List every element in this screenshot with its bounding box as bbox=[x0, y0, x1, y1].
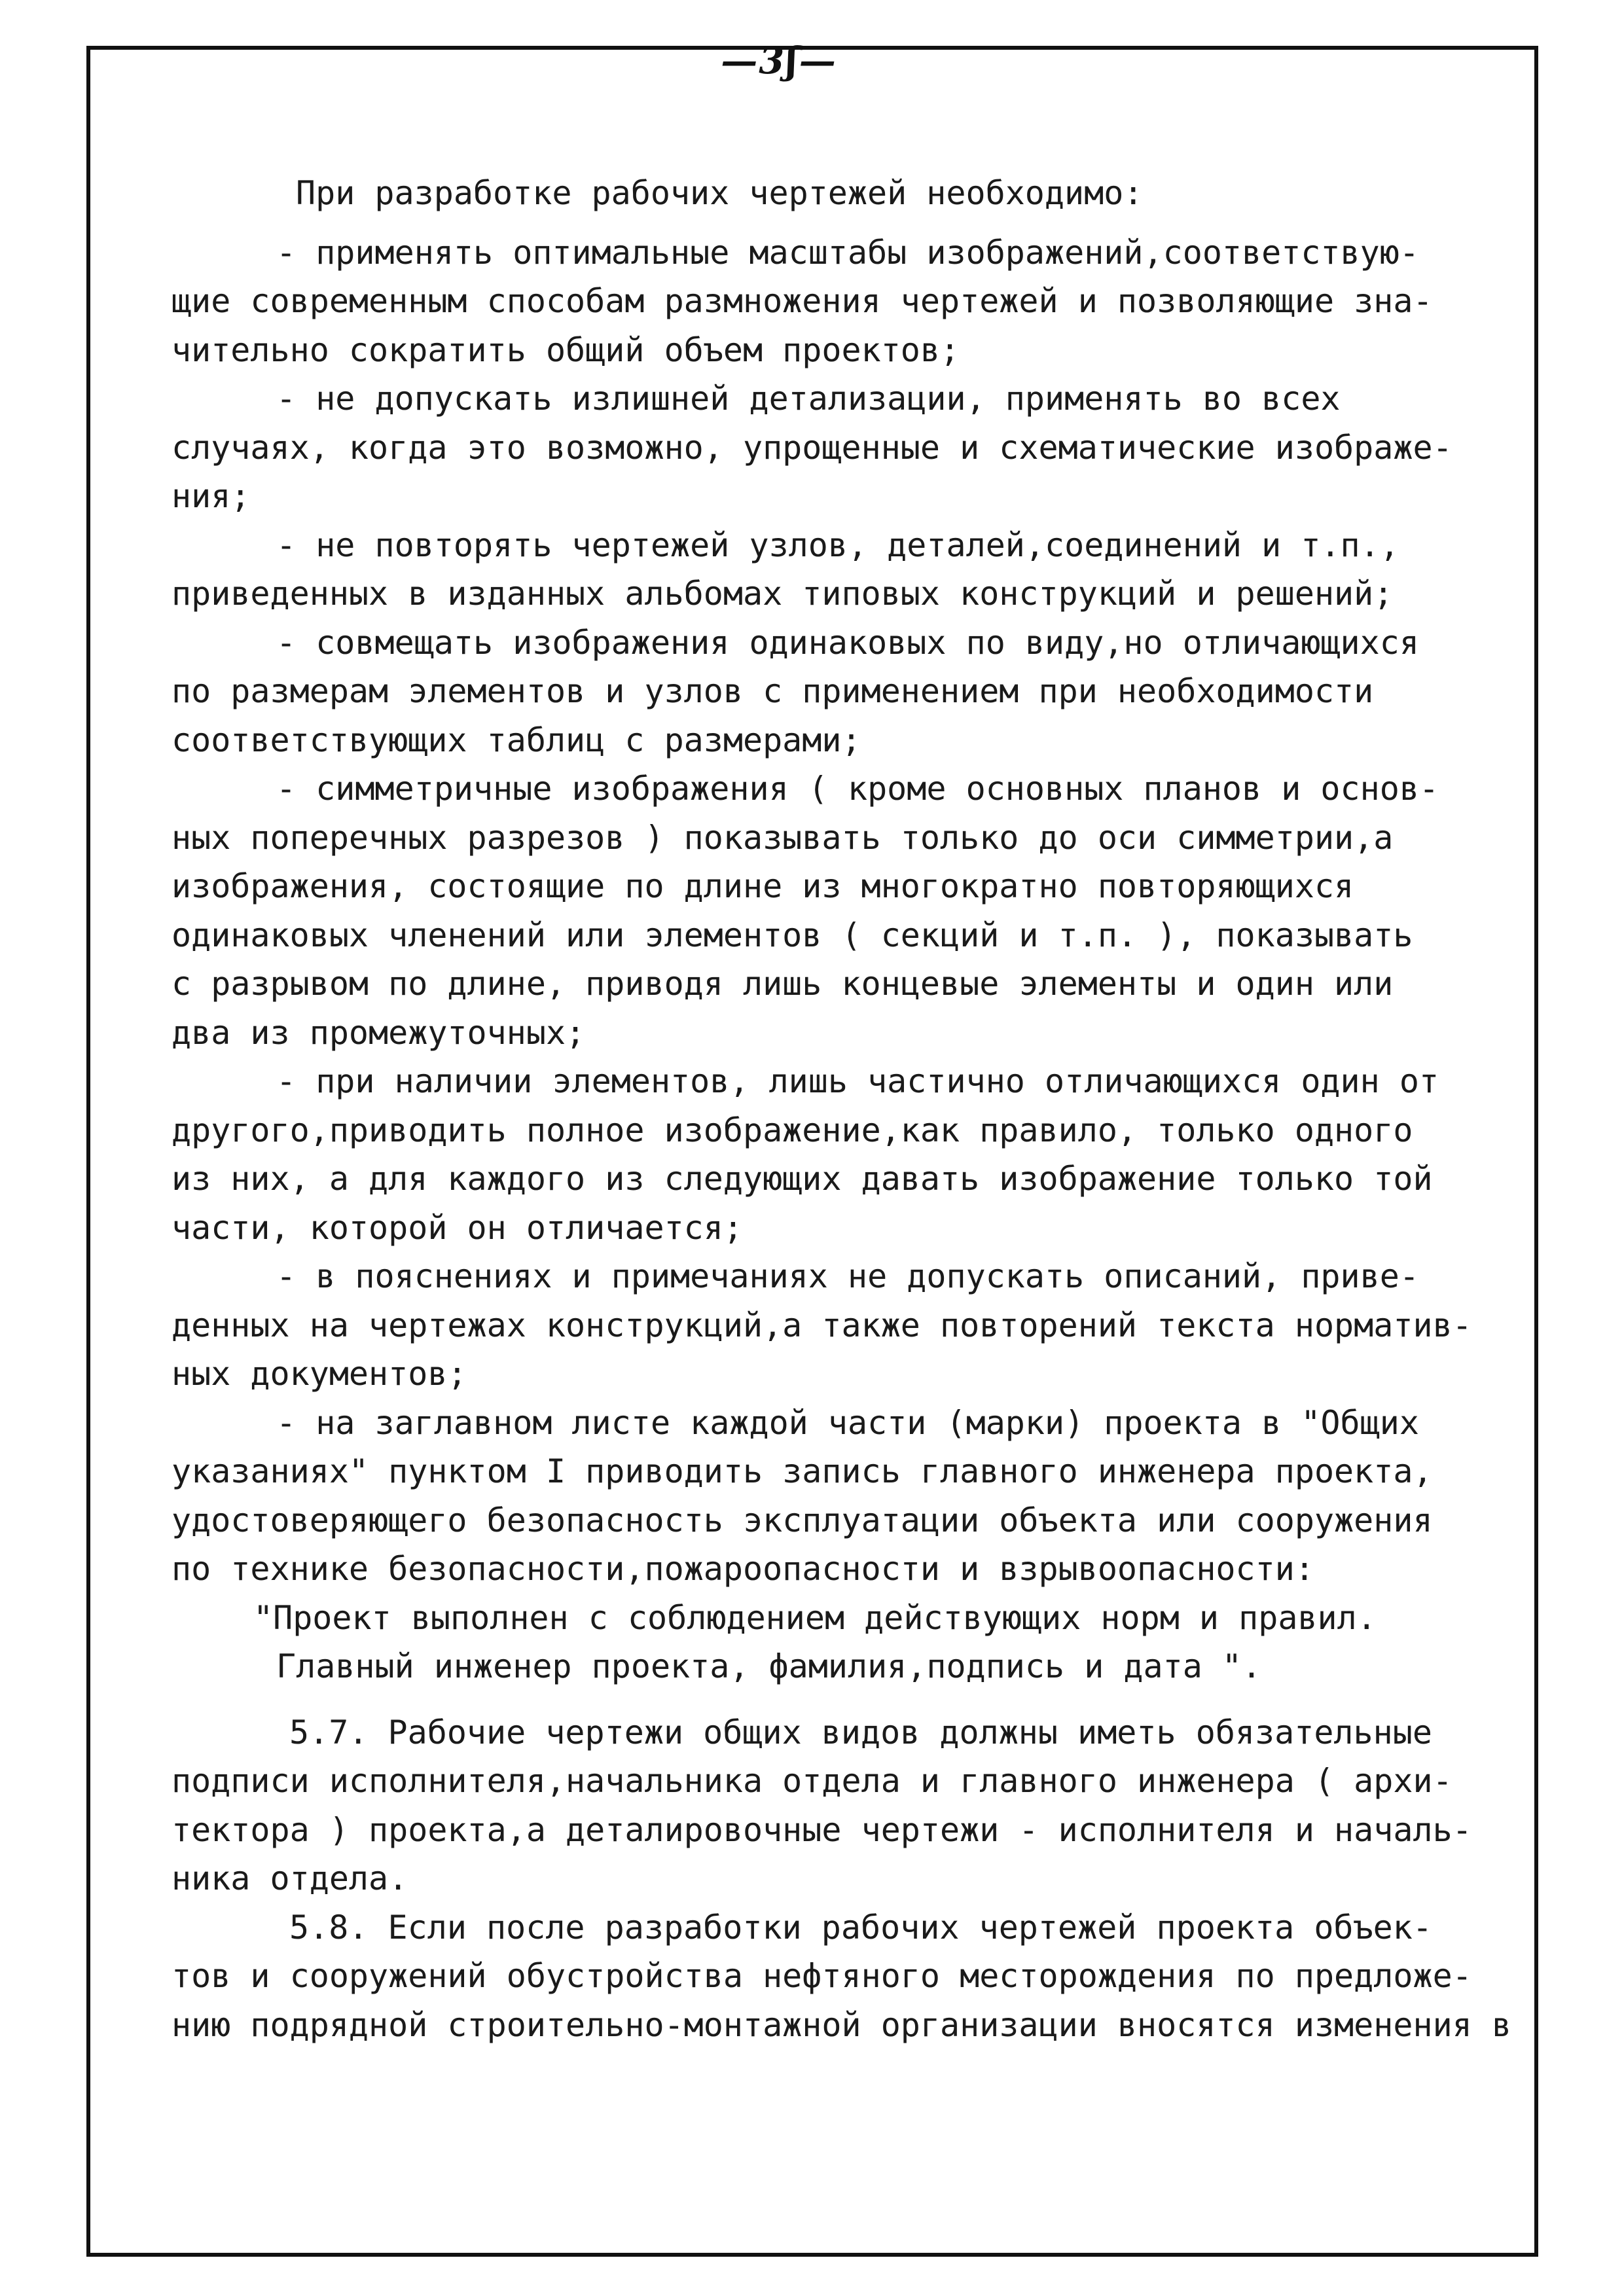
list-item-2-line: случаях, когда это возможно, упрощенные и схематические изображе- bbox=[171, 428, 1453, 467]
list-item-4-line: соответствующих таблиц с размерами; bbox=[171, 721, 861, 759]
section-5-7-line: 5.7. Рабочие чертежи общих видов должны иметь обязательные bbox=[289, 1713, 1432, 1751]
quote-line: Главный инженер проекта, фамилия,подпись и дата ". bbox=[276, 1647, 1262, 1685]
list-item-5-line: - симметричные изображения ( кроме основных планов и основ- bbox=[276, 770, 1439, 808]
list-item-8-line: указаниях" пунктом I приводить запись главного инженера проекта, bbox=[171, 1452, 1433, 1490]
quote-line: "Проект выполнен с соблюдением действующих норм и правил. bbox=[253, 1598, 1377, 1637]
list-item-7-line: денных на чертежах конструкций,а также повторений текста норматив- bbox=[171, 1306, 1472, 1344]
intro-line: При разработке рабочих чертежей необходимо: bbox=[296, 174, 1144, 212]
list-item-5-line: ных поперечных разрезов ) показывать только до оси симметрии,а bbox=[171, 818, 1394, 857]
list-item-7-line: - в пояснениях и примечаниях не допускать описаний, приве- bbox=[276, 1257, 1419, 1295]
section-5-8-line: нию подрядной строительно-монтажной организации вносятся изменения в bbox=[171, 2005, 1511, 2044]
document-body bbox=[171, 169, 1520, 2049]
list-item-4-line: по размерам элементов и узлов с применением при необходимости bbox=[171, 672, 1374, 710]
list-item-3-line: - не повторять чертежей узлов, деталей,соединений и т.п., bbox=[276, 526, 1399, 564]
list-item-1-line: щие современным способам размножения чертежей и позволяющие зна- bbox=[171, 282, 1433, 320]
list-item-5-line: с разрывом по длине, приводя лишь концевые элементы и один или bbox=[171, 965, 1394, 1003]
section-5-8-line: 5.8. Если после разработки рабочих чертежей проекта объек- bbox=[289, 1908, 1432, 1946]
list-item-6-line: из них, а для каждого из следующих давать изображение только той bbox=[171, 1160, 1433, 1198]
list-item-2-line: ния; bbox=[171, 477, 251, 515]
list-item-4-line: - совмещать изображения одинаковых по виду,но отличающихся bbox=[276, 623, 1419, 662]
list-item-6-line: другого,приводить полное изображение,как правило, только одного bbox=[171, 1111, 1413, 1149]
section-5-7-line: ника отдела. bbox=[171, 1859, 408, 1897]
list-item-8-line: удостоверяющего безопасность эксплуатации объекта или сооружения bbox=[171, 1501, 1433, 1539]
section-5-7-line: тектора ) проекта,а деталировочные чертежи - исполнителя и началь- bbox=[171, 1810, 1472, 1849]
section-5-7-line: подписи исполнителя,начальника отдела и главного инженера ( архи- bbox=[171, 1762, 1453, 1800]
page-number: —3ʃ— bbox=[721, 39, 837, 82]
list-item-6-line: - при наличии элементов, лишь частично отличающихся один от bbox=[276, 1062, 1439, 1100]
list-item-5-line: два из промежуточных; bbox=[171, 1013, 586, 1052]
list-item-2-line: - не допускать излишней детализации, применять во всех bbox=[276, 380, 1341, 418]
list-item-1-line: - применять оптимальные масштабы изображений,соответствую- bbox=[276, 233, 1419, 272]
section-5-8-line: тов и сооружений обустройства нефтяного месторождения по предложе- bbox=[171, 1957, 1472, 1995]
list-item-8-line: по технике безопасности,пожароопасности и взрывоопасности: bbox=[171, 1550, 1314, 1588]
list-item-1-line: чительно сократить общий объем проектов; bbox=[171, 331, 960, 369]
list-item-5-line: изображения, состоящие по длине из многократно повторяющихся bbox=[171, 867, 1354, 905]
list-item-5-line: одинаковых членений или элементов ( секций и т.п. ), показывать bbox=[171, 916, 1413, 954]
list-item-8-line: - на заглавном листе каждой части (марки) проекта в "Общих bbox=[276, 1403, 1419, 1442]
list-item-6-line: части, которой он отличается; bbox=[171, 1208, 743, 1247]
list-item-3-line: приведенных в изданных альбомах типовых конструкций и решений; bbox=[171, 575, 1394, 613]
list-item-7-line: ных документов; bbox=[171, 1355, 467, 1393]
